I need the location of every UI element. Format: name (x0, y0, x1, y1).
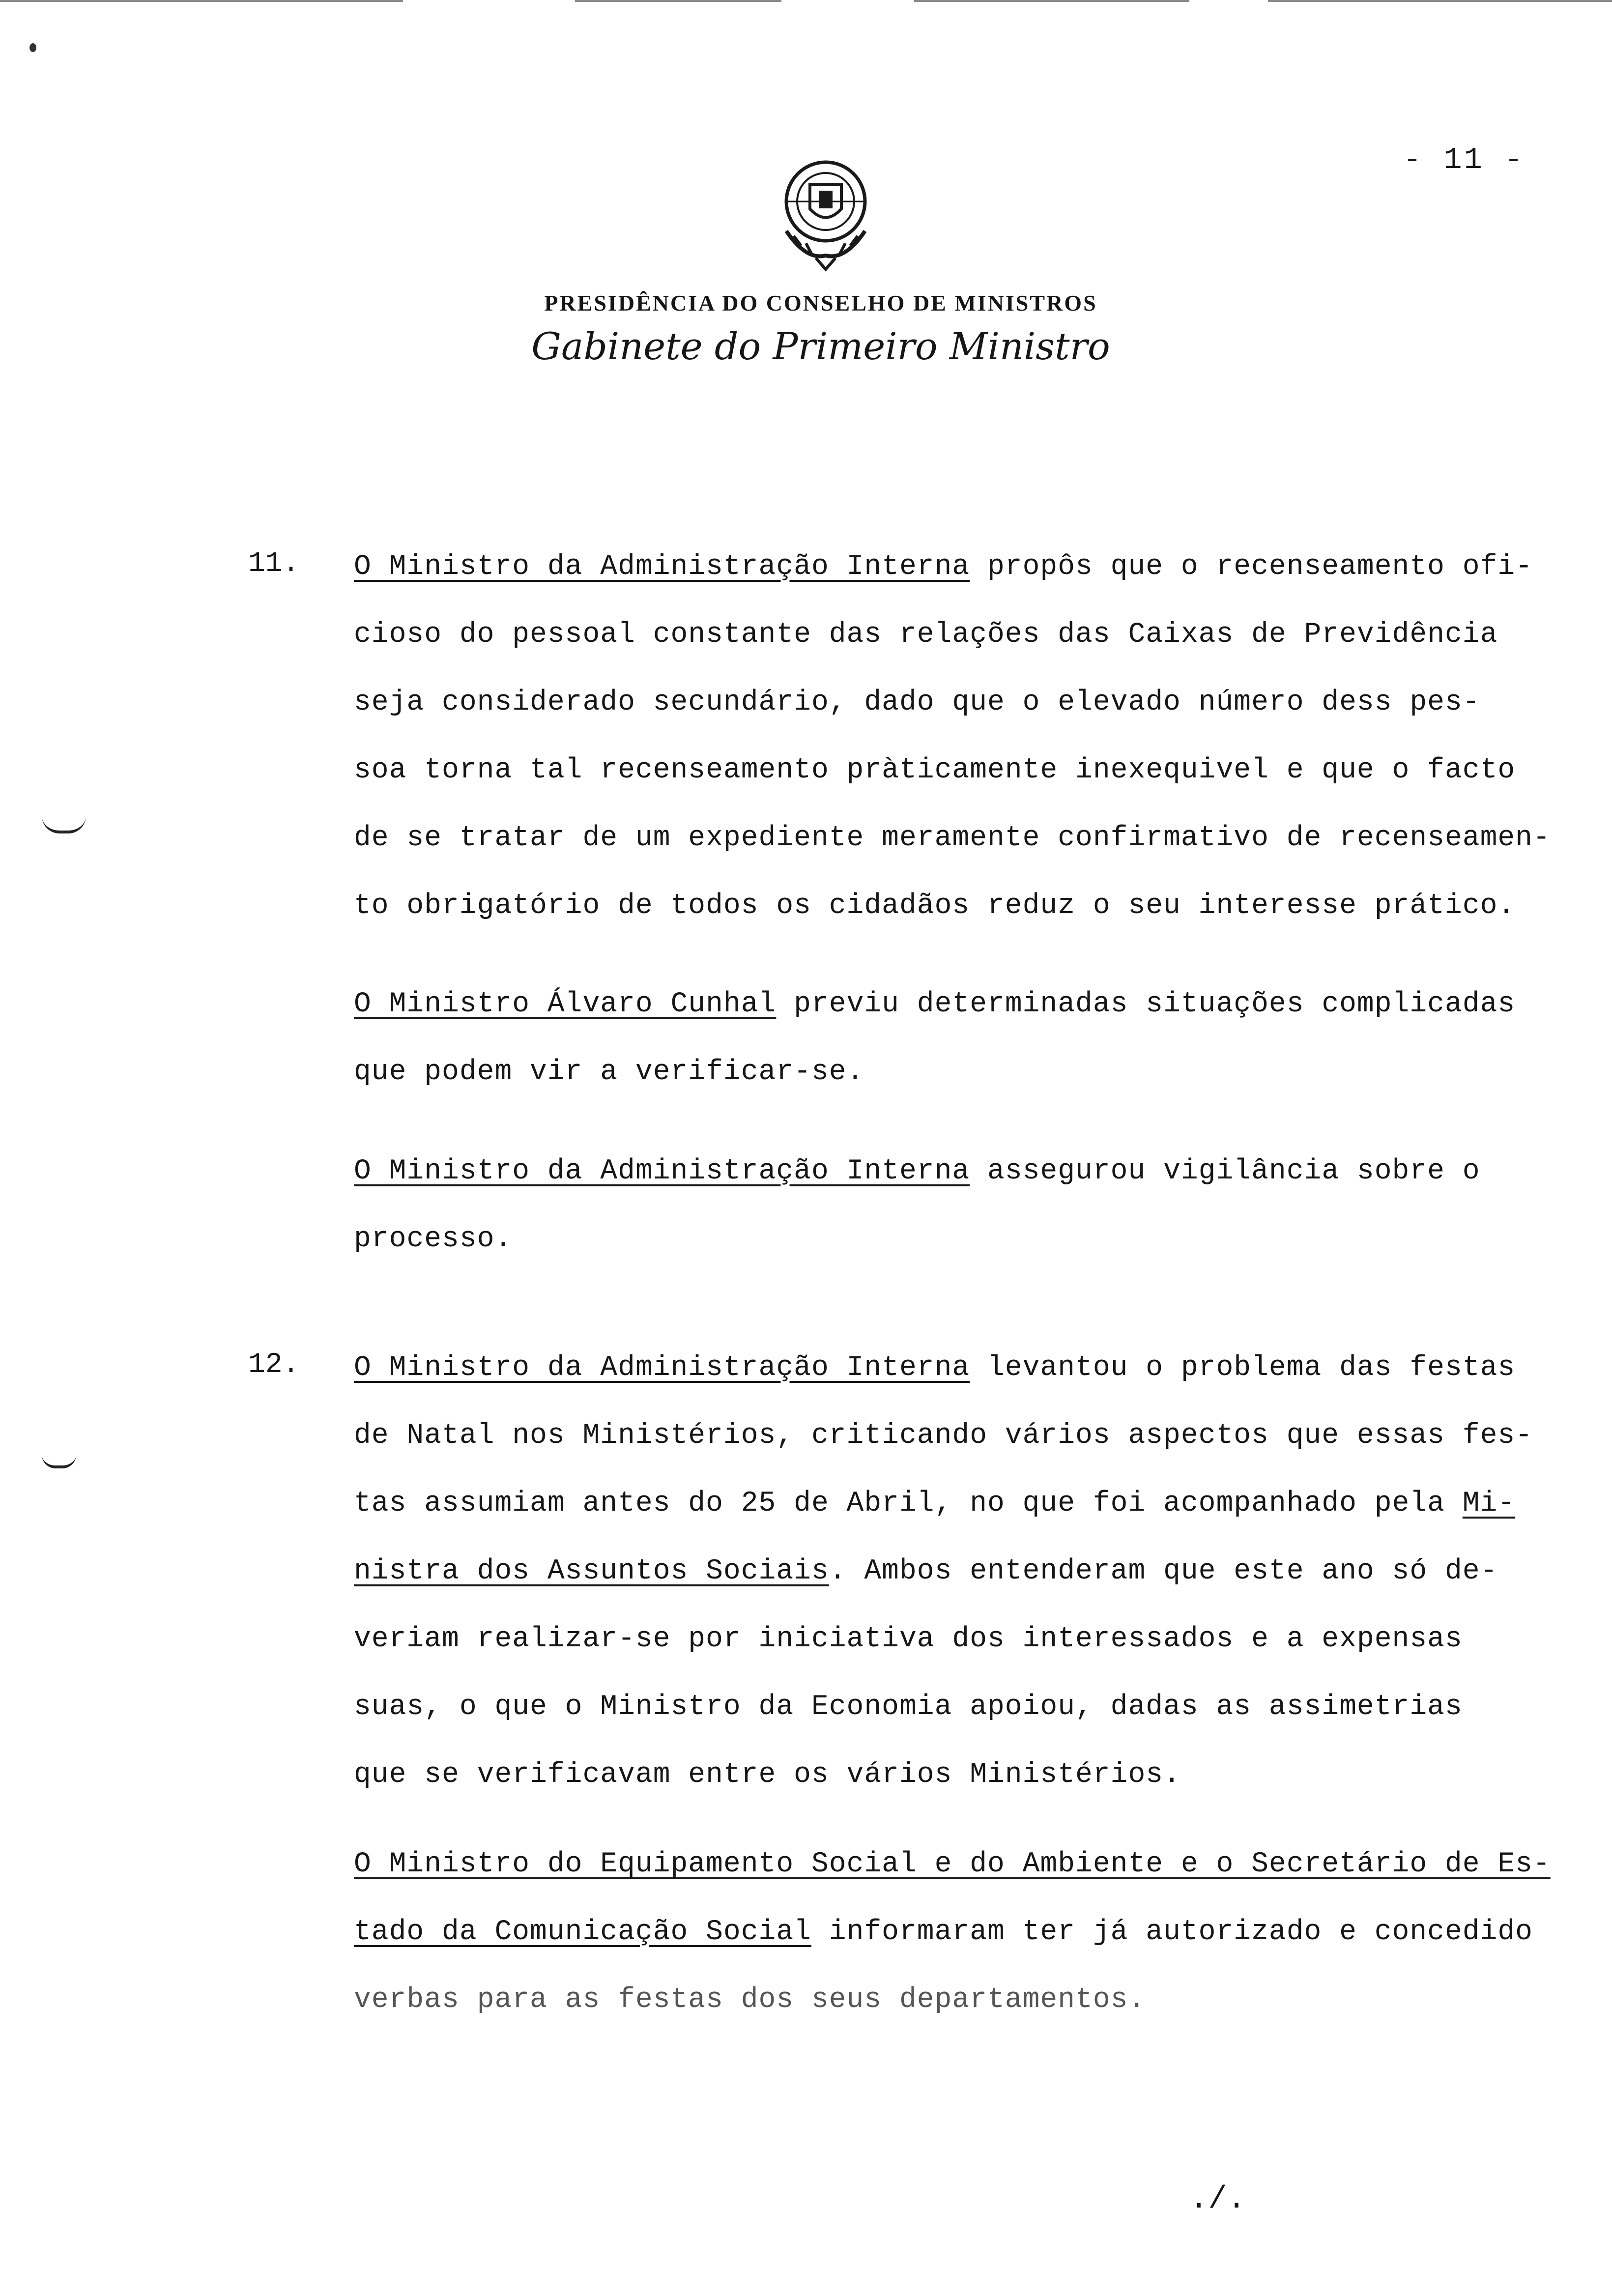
text-line (354, 1538, 1583, 1606)
text-line (354, 533, 1583, 601)
text-line (354, 1205, 1583, 1273)
underlined-name: nistra dos Assuntos Sociais (354, 1555, 829, 1587)
text-run: de se tratar de um expediente meramente confirmativo de recenseamen- (354, 822, 1551, 854)
paragraph (354, 1334, 1583, 1809)
continuation-mark: ./. (1189, 2182, 1246, 2217)
scan-speck (29, 43, 36, 52)
text-line (354, 1138, 1583, 1205)
text-line (354, 1402, 1583, 1470)
text-run: seja considerado secundário, dado que o elevado número dess pes- (354, 687, 1480, 718)
text-line (354, 1470, 1583, 1538)
paragraph (354, 1138, 1583, 1273)
text-line (354, 669, 1583, 737)
text-line (354, 1966, 1583, 2034)
underlined-name: O Ministro da Administração Interna (354, 1352, 970, 1384)
underlined-name: O Ministro da Administração Interna (354, 1155, 970, 1187)
page-number: - 11 - (1403, 143, 1525, 177)
text-run: . Ambos entenderam que este ano só de- (829, 1555, 1498, 1587)
text-run: de Natal nos Ministérios, criticando vários aspectos que essas fes- (354, 1420, 1533, 1452)
text-line (354, 971, 1583, 1038)
underlined-name: O Ministro do Equipamento Social e do Ambiente e o Secretário de Es- (354, 1848, 1551, 1880)
paragraph (354, 971, 1583, 1106)
text-line (354, 804, 1583, 872)
scan-edge-line (914, 0, 1189, 2)
office-subheading: Gabinete do Primeiro Ministro (531, 324, 1110, 368)
text-line (354, 1038, 1583, 1106)
text-run: propôs que o recenseamento ofi- (970, 551, 1533, 583)
institution-heading: PRESIDÊNCIA DO CONSELHO DE MINISTROS (544, 290, 1097, 316)
item-number: 11. (248, 548, 300, 580)
item-number: 12. (248, 1349, 300, 1381)
text-run: veriam realizar-se por iniciativa dos interessados e a expensas (354, 1623, 1463, 1655)
text-run: cioso do pessoal constante das relações das Caixas de Previdência (354, 619, 1498, 651)
text-run: previu determinadas situações complicadas (776, 988, 1516, 1020)
text-line (354, 872, 1583, 940)
text-line (354, 1673, 1583, 1741)
paragraph (354, 533, 1583, 940)
text-line (354, 1898, 1583, 1966)
text-line (354, 1831, 1583, 1898)
text-run: to obrigatório de todos os cidadãos reduz o seu interesse prático. (354, 890, 1516, 922)
text-run: processo. (354, 1223, 513, 1255)
scan-mark (42, 1455, 76, 1468)
text-run: que se verificavam entre os vários Ministérios. (354, 1759, 1181, 1791)
text-run: tas assumiam antes do 25 de Abril, no que foi acompanhado pela (354, 1488, 1463, 1520)
text-run: assegurou vigilância sobre o (970, 1155, 1480, 1187)
text-line (354, 1741, 1583, 1809)
underlined-name: O Ministro da Administração Interna (354, 551, 970, 583)
paragraph (354, 1831, 1583, 2034)
underlined-name: tado da Comunicação Social (354, 1916, 811, 1948)
text-run: informaram ter já autorizado e concedido (811, 1916, 1533, 1948)
coat-of-arms-icon (767, 157, 885, 275)
text-run: levantou o problema das festas (970, 1352, 1516, 1384)
scan-edge-line (0, 0, 403, 2)
underlined-name: O Ministro Álvaro Cunhal (354, 988, 777, 1020)
text-run: soa torna tal recenseamento pràticamente inexequivel e que o facto (354, 754, 1516, 786)
text-line (354, 601, 1583, 669)
text-run: verbas para as festas dos seus departamentos. (354, 1984, 1146, 2016)
scan-mark (42, 816, 86, 833)
scan-edge-line (1268, 0, 1612, 2)
text-line (354, 1334, 1583, 1402)
text-run: suas, o que o Ministro da Economia apoiou, dadas as assimetrias (354, 1691, 1463, 1723)
scan-edge-line (575, 0, 781, 2)
text-run: que podem vir a verificar-se. (354, 1056, 864, 1088)
text-line (354, 1606, 1583, 1673)
underlined-name: Mi- (1462, 1488, 1516, 1520)
text-line (354, 737, 1583, 804)
